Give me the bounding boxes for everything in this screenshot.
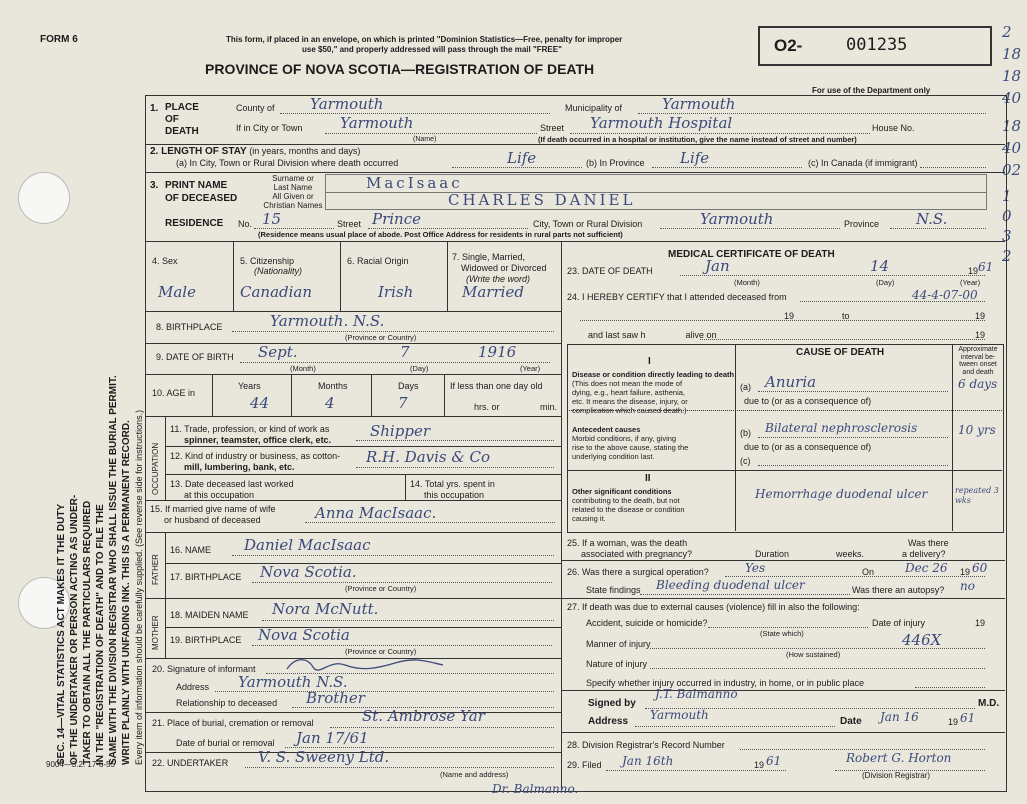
cause-title: CAUSE OF DEATH bbox=[796, 347, 885, 358]
last-saw-year: 19 bbox=[975, 330, 986, 340]
form-code: 9004—3.2: 17-6-55 bbox=[46, 760, 115, 769]
name-num: 3. bbox=[150, 180, 159, 191]
department-use-label: For use of the Department only bbox=[812, 86, 931, 95]
death-date-label: 23. DATE OF DEATH bbox=[567, 266, 653, 276]
burial-place-label: 21. Place of burial, cremation or removal bbox=[152, 718, 314, 728]
residence-province-label: Province bbox=[844, 219, 880, 229]
cause-b-prefix: (b) bbox=[740, 428, 751, 438]
registrar-note: (Division Registrar) bbox=[862, 771, 931, 780]
sex-value: Male bbox=[158, 283, 196, 301]
filed-year: 61 bbox=[766, 754, 782, 768]
doctor-address-value: Yarmouth bbox=[650, 708, 709, 722]
antecedent-label: Antecedent causes Morbid conditions, if any, giving rise to the above cause, stating the underlying condition last. bbox=[572, 425, 689, 461]
death-year-prefix: 19 bbox=[968, 266, 979, 276]
duration-label: Duration bbox=[755, 549, 790, 559]
death-month-note: (Month) bbox=[734, 278, 760, 287]
certify-label: 24. I HEREBY CERTIFY that I attended deceased from bbox=[567, 292, 787, 302]
hrs-label: hrs. or bbox=[474, 402, 500, 412]
signed-by-label: Signed by bbox=[588, 698, 636, 709]
father-birthplace-label: 17. BIRTHPLACE bbox=[170, 572, 242, 582]
stay-label: 2. LENGTH OF STAY (in years, months and days) bbox=[150, 146, 361, 157]
accident-label: Accident, suicide or homicide? bbox=[586, 618, 708, 628]
informant-address: Yarmouth N.S. bbox=[238, 673, 348, 691]
autopsy-value: no bbox=[960, 579, 975, 593]
certify-to: to bbox=[842, 311, 850, 321]
industry-label: 12. Kind of industry or business, as cotton- mill, lumbering, bank, etc. bbox=[170, 451, 341, 472]
dob-year-note: (Year) bbox=[520, 364, 541, 373]
death-date-year: 61 bbox=[978, 260, 994, 274]
name-label: PRINT NAME OF DECEASED bbox=[165, 180, 238, 204]
operation-value: Yes bbox=[745, 561, 766, 575]
operation-year: 60 bbox=[972, 561, 988, 575]
autopsy-label: Was there an autopsy? bbox=[852, 585, 945, 595]
stay-b-value: Life bbox=[680, 149, 710, 167]
residence-street: Prince bbox=[372, 210, 421, 228]
less-than-day-label: If less than one day old bbox=[450, 381, 543, 391]
father-name-value: Daniel MacIsaac bbox=[244, 536, 371, 554]
mother-birthplace-label: 19. BIRTHPLACE bbox=[170, 635, 242, 645]
place-label: PLACE OF DEATH bbox=[165, 102, 199, 137]
death-date-month: Jan bbox=[705, 257, 730, 275]
given-label: All Given or Christian Names bbox=[263, 192, 323, 210]
doctor-date-value: Jan 16 bbox=[880, 710, 919, 724]
dob-year: 1916 bbox=[478, 343, 517, 361]
side-instruction-4: IN THE "REGISTRATION OF DEATH" AND TO FILE THE bbox=[95, 504, 106, 765]
stay-b-label: (b) In Province bbox=[586, 158, 645, 168]
residence-no: 15 bbox=[262, 210, 282, 228]
operation-on-label: On bbox=[862, 567, 875, 577]
dob-month: Sept. bbox=[258, 343, 298, 361]
last-saw-label: and last saw h alive on bbox=[588, 330, 717, 340]
findings-value: Bleeding duodenal ulcer bbox=[656, 578, 805, 592]
birthplace-label: 8. BIRTHPLACE bbox=[156, 322, 223, 332]
side-instruction-7: Every item of information should be carefully supplied. (See reverse side for instructions.) bbox=[134, 409, 144, 765]
operation-label: 26. Was there a surgical operation? bbox=[567, 567, 709, 577]
findings-label: State findings bbox=[586, 585, 641, 595]
undertaker-note: (Name and address) bbox=[440, 770, 509, 779]
age-label: 10. AGE in bbox=[152, 388, 196, 398]
registration-prefix: O2- bbox=[774, 36, 803, 55]
street-value: Yarmouth Hospital bbox=[590, 114, 733, 132]
mother-name-label: 18. MAIDEN NAME bbox=[170, 610, 249, 620]
side-instruction-1: SEC. 14—VITAL STATISTICS ACT MAKES IT THE DUTY bbox=[56, 503, 67, 765]
cause-a-interval: 6 days bbox=[958, 377, 998, 391]
industry-value: R.H. Davis & Co bbox=[366, 448, 491, 466]
residence-label: RESIDENCE bbox=[165, 218, 224, 229]
state-which-note: (State which) bbox=[760, 629, 804, 638]
side-instruction-6: WRITE PLAINLY WITH UNFADING INK. THIS IS A PERMANENT RECORD. bbox=[121, 420, 132, 765]
informant-signature bbox=[285, 655, 445, 673]
registrar-signature: Robert G. Horton bbox=[846, 751, 952, 765]
mother-name-value: Nora McNutt. bbox=[272, 600, 379, 618]
cause-c-prefix: (c) bbox=[740, 456, 751, 466]
delivery-label: Was there a delivery? bbox=[902, 538, 949, 559]
external-label: 27. If death was due to external causes (violence) fill in also the following: bbox=[567, 602, 860, 612]
street-label: Street bbox=[540, 123, 565, 133]
dob-month-note: (Month) bbox=[290, 364, 316, 373]
doctor-date-label: Date bbox=[840, 716, 862, 727]
county-value: Yarmouth bbox=[310, 95, 384, 113]
municipality-value: Yarmouth bbox=[662, 95, 736, 113]
form-title: PROVINCE OF NOVA SCOTIA—REGISTRATION OF DEATH bbox=[205, 61, 595, 77]
burial-place-value: St. Ambrose Yar bbox=[362, 707, 485, 725]
doctor-address-label: Address bbox=[588, 716, 629, 727]
months-label: Months bbox=[318, 381, 348, 391]
mother-side-label: MOTHER bbox=[151, 615, 160, 650]
doctor-year-prefix: 19 bbox=[948, 717, 959, 727]
days-label: Days bbox=[398, 381, 419, 391]
city-value: Yarmouth bbox=[340, 114, 414, 132]
side-instruction-3: TAKER TO OBTAIN ALL THE PARTICULARS REQUIRED bbox=[82, 500, 93, 765]
due-to-1: due to (or as a consequence of) bbox=[744, 396, 872, 406]
medical-title: MEDICAL CERTIFICATE OF DEATH bbox=[668, 249, 835, 260]
residence-note: (Residence means usual place of abode. Post Office Address for residents in rural parts not sufficient) bbox=[258, 230, 623, 239]
last-worked-label: 13. Date deceased last worked at this occupation bbox=[170, 479, 294, 500]
cause-a-value: Anuria bbox=[765, 373, 817, 391]
burial-date-label: Date of burial or removal bbox=[176, 738, 275, 748]
relationship-value: Brother bbox=[306, 689, 365, 707]
relationship-label: Relationship to deceased bbox=[176, 698, 278, 708]
given-boxes bbox=[325, 192, 987, 210]
surname-value: MacIsaac bbox=[366, 174, 463, 192]
death-day-note: (Day) bbox=[876, 278, 895, 287]
side-instruction-2: OF THE UNDERTAKER OR PERSON ACTING AS UNDER- bbox=[69, 494, 80, 765]
city-label: If in City or Town bbox=[236, 123, 303, 133]
citizenship-value: Canadian bbox=[240, 283, 313, 301]
md-label: M.D. bbox=[978, 698, 1000, 709]
total-years-label: 14. Total yrs. spent in this occupation bbox=[410, 479, 495, 500]
registrar-number-label: 28. Division Registrar's Record Number bbox=[567, 740, 725, 750]
operation-year-prefix: 19 bbox=[960, 567, 971, 577]
name-note: (Name) bbox=[413, 136, 437, 143]
marital-label: 7. Single, Married, Widowed or Divorced (Write the word) bbox=[452, 252, 547, 284]
trade-label: 11. Trade, profession, or kind of work as spinner, teamster, office clerk, etc. bbox=[170, 424, 332, 445]
registration-number-box bbox=[758, 26, 992, 66]
death-year-note: (Year) bbox=[960, 278, 981, 287]
father-side-label: FATHER bbox=[151, 554, 160, 585]
residence-street-label: Street bbox=[337, 219, 362, 229]
mother-prov-note: (Province or Country) bbox=[345, 647, 417, 656]
doctor-date-year: 61 bbox=[960, 711, 976, 725]
surname-boxes bbox=[325, 174, 987, 193]
cause-b-interval: 10 yrs bbox=[958, 423, 996, 437]
age-months: 4 bbox=[325, 394, 335, 412]
other-value: Hemorrhage duodenal ulcer bbox=[755, 487, 928, 501]
hospital-note: (If death occurred in a hospital or institution, give the name instead of street and number) bbox=[538, 135, 857, 144]
certify-from-year: 19 bbox=[784, 311, 795, 321]
residence-city-label: City, Town or Rural Division bbox=[533, 219, 643, 229]
how-sustained-note: (How sustained) bbox=[786, 650, 841, 659]
residence-no-label: No. bbox=[238, 219, 253, 229]
county-label: County of bbox=[236, 103, 275, 113]
age-years: 44 bbox=[250, 394, 270, 412]
mailing-notice-1: This form, if placed in an envelope, on which is printed "Dominion Statistics—Free, penalty for improper bbox=[226, 35, 623, 44]
margin-codes: 2 18 18 40 18 40 02 1 0 3 2 bbox=[1002, 23, 1022, 265]
specify-label: Specify whether injury occurred in industry, in home, or in public place bbox=[586, 678, 864, 688]
injury-year-prefix: 19 bbox=[975, 618, 986, 628]
birthplace-note: (Province or Country) bbox=[345, 333, 417, 342]
punch-hole-top bbox=[18, 172, 70, 224]
wife-value: Anna MacIsaac. bbox=[315, 504, 437, 522]
stay-a-value: Life bbox=[507, 149, 537, 167]
residence-province: N.S. bbox=[916, 210, 948, 228]
mother-birthplace-value: Nova Scotia bbox=[258, 626, 350, 644]
interval-label: Approximate interval be- tween onset and death bbox=[958, 346, 998, 376]
stay-a-label: (a) In City, Town or Rural Division where death occurred bbox=[176, 158, 399, 168]
certify-to-year: 19 bbox=[975, 311, 986, 321]
undertaker-label: 22. UNDERTAKER bbox=[152, 758, 229, 768]
marital-value: Married bbox=[462, 283, 524, 301]
dob-day: 7 bbox=[400, 343, 410, 361]
father-name-label: 16. NAME bbox=[170, 545, 212, 555]
residence-city: Yarmouth bbox=[700, 210, 774, 228]
other-interval: repeated 3 wks bbox=[955, 486, 999, 505]
racial-label: 6. Racial Origin bbox=[347, 256, 409, 266]
form-number: FORM 6 bbox=[40, 34, 78, 45]
due-to-2: due to (or as a consequence of) bbox=[744, 442, 872, 452]
min-label: min. bbox=[540, 402, 558, 412]
bottom-note: Dr. Balmanno. bbox=[492, 782, 579, 796]
cause-a-prefix: (a) bbox=[740, 382, 751, 392]
house-label: House No. bbox=[872, 123, 915, 133]
signed-by-value: J.T. Balmanno bbox=[655, 687, 738, 701]
citizenship-label: 5. Citizenship (Nationality) bbox=[240, 256, 303, 276]
occupation-side-label: OCCUPATION bbox=[151, 442, 160, 495]
part-i: I bbox=[648, 356, 651, 367]
pregnancy-label: 25. If a woman, was the death associated with pregnancy? bbox=[567, 538, 693, 559]
filed-year-prefix: 19 bbox=[754, 760, 765, 770]
mailing-notice-2: use $50," and properly addressed will pass through the mail "FREE" bbox=[302, 45, 562, 54]
registration-number: 001235 bbox=[846, 35, 908, 55]
certify-code: 44-4-07-00 bbox=[912, 288, 978, 302]
nature-label: Nature of injury bbox=[586, 659, 648, 669]
municipality-label: Municipality of bbox=[565, 103, 623, 113]
stay-c-label: (c) In Canada (if immigrant) bbox=[808, 158, 918, 168]
given-value: CHARLES DANIEL bbox=[448, 191, 636, 209]
date-injury-label: Date of injury bbox=[872, 618, 926, 628]
place-num: 1. bbox=[150, 103, 159, 114]
filed-date: Jan 16th bbox=[622, 754, 674, 768]
undertaker-value: V. S. Sweeny Ltd. bbox=[258, 748, 390, 766]
weeks-label: weeks. bbox=[836, 549, 865, 559]
wife-label: 15. If married give name of wife or husband of deceased bbox=[150, 504, 276, 525]
racial-value: Irish bbox=[378, 283, 414, 301]
dob-day-note: (Day) bbox=[410, 364, 429, 373]
informant-sig-label: 20. Signature of informant bbox=[152, 664, 256, 674]
manner-label: Manner of injury bbox=[586, 639, 651, 649]
filed-label: 29. Filed bbox=[567, 760, 602, 770]
manner-code: 446X bbox=[902, 631, 942, 649]
years-label: Years bbox=[238, 381, 261, 391]
side-instruction-5: SAME WITH THE DIVISION REGISTRAR WHO SHALL ISSUE THE BURIAL PERMIT. bbox=[108, 375, 119, 765]
age-days: 7 bbox=[398, 394, 408, 412]
immediate-label: Disease or condition directly leading to death (This does not mean the mode of dying, e.g., heart failure, asthenia, etc. It means the disease, injury, or complication which caused death.) bbox=[572, 370, 735, 415]
operation-date: Dec 26 bbox=[905, 561, 948, 575]
father-birthplace-value: Nova Scotia. bbox=[260, 563, 357, 581]
cause-b-value: Bilateral nephrosclerosis bbox=[765, 421, 918, 435]
burial-date-value: Jan 17/61 bbox=[296, 729, 369, 747]
informant-address-label: Address bbox=[176, 682, 210, 692]
father-prov-note: (Province or Country) bbox=[345, 584, 417, 593]
other-label: Other significant conditions contributing to the death, but not related to the disease or condition causing it. bbox=[572, 487, 685, 523]
sex-label: 4. Sex bbox=[152, 256, 178, 266]
birthplace-value: Yarmouth. N.S. bbox=[270, 312, 385, 330]
surname-label: Surname or Last Name bbox=[272, 174, 314, 192]
dob-label: 9. DATE OF BIRTH bbox=[156, 352, 234, 362]
trade-value: Shipper bbox=[370, 422, 430, 440]
death-date-day: 14 bbox=[870, 257, 890, 275]
part-ii: II bbox=[645, 473, 651, 484]
